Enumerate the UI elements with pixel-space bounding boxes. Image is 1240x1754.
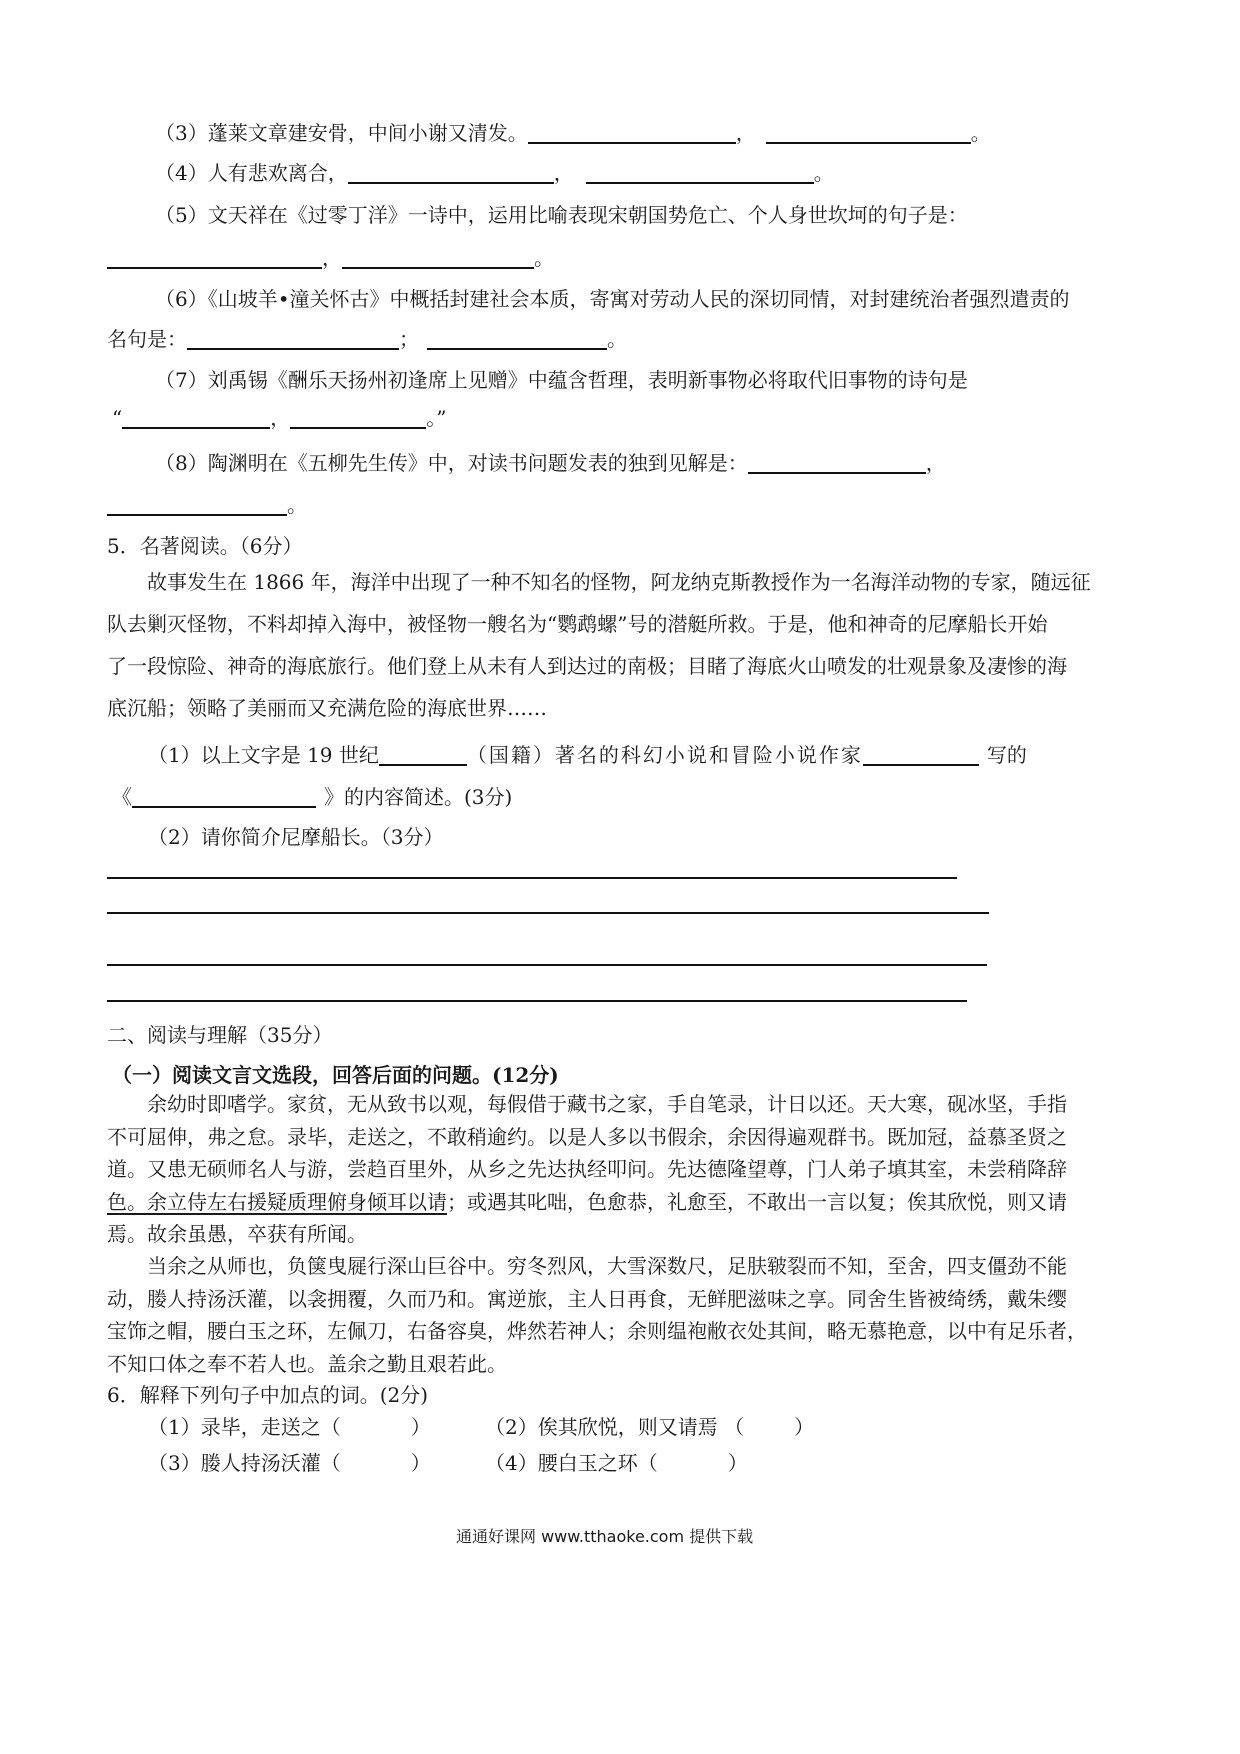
separator: ， bbox=[270, 406, 291, 430]
passage-line: 了一段惊险、神奇的海底旅行。他们登上从未有人到达过的南极；目睹了海底火山喷发的壮观景象及凄惨的海 bbox=[107, 654, 1067, 678]
q4-item-4 bbox=[155, 158, 834, 188]
close-paren: ） bbox=[410, 1451, 431, 1475]
passage-line: 焉。故余虽愚，卒获有所闻。 bbox=[107, 1222, 367, 1246]
passage-line: 宝饰之帽，腰白玉之环，左佩刀，右备容臭，烨然若神人；余则缊袍敝衣处其间，略无慕艳意，以中有足乐者， bbox=[107, 1319, 1087, 1343]
answer-line[interactable] bbox=[107, 877, 957, 879]
separator: ； bbox=[399, 327, 419, 351]
answer-blank[interactable] bbox=[586, 160, 814, 184]
passage-line: 不知口体之奉不若人也。盖余之勤且艰若此。 bbox=[107, 1351, 507, 1376]
classical-text-p1 bbox=[107, 1088, 1162, 1251]
close-paren: ） bbox=[727, 1451, 748, 1475]
end-mark: 。 bbox=[287, 493, 307, 517]
separator: ， bbox=[553, 161, 574, 185]
passage-line: 不可屈伸，弗之怠。录毕，走送之，不敢稍逾约。以是人多以书假余，余因得遍观群书。既加冠，益慕圣贤之 bbox=[107, 1124, 1067, 1149]
q6-item-3 bbox=[148, 1448, 431, 1478]
open-quote: “ bbox=[112, 406, 123, 430]
answer-blank[interactable] bbox=[187, 326, 399, 350]
prompt-text: （4）腰白玉之环（ bbox=[485, 1451, 658, 1475]
prompt-text: 人有悲欢离合， bbox=[207, 161, 348, 185]
q4-item-7-answers bbox=[112, 403, 446, 433]
answer-blank[interactable] bbox=[122, 405, 270, 429]
passage-line: 故事发生在 1866 年，海洋中出现了一种不知名的怪物，阿龙纳克斯教授作为一名海洋动物的专家，随远征 bbox=[147, 570, 1091, 594]
prompt-text: 》的内容简述。(3分) bbox=[324, 785, 513, 809]
answer-line[interactable] bbox=[107, 964, 987, 966]
q5-heading: 5．名著阅读。（6分） bbox=[107, 534, 303, 558]
q4-item-8-prompt bbox=[155, 448, 946, 478]
separator: ， bbox=[735, 121, 756, 145]
close-quote: 。” bbox=[426, 406, 447, 430]
answer-blank[interactable] bbox=[348, 160, 554, 184]
passage-text: ；或遇其叱咄，色愈恭，礼愈至，不敢出一言以复；俟其欣悦，则又请 bbox=[447, 1189, 1067, 1214]
prompt-text: （1）以上文字是 19 世纪 bbox=[148, 743, 379, 767]
passage-line: 道。又患无硕师名人与游，尝趋百里外，从乡之先达执经叩问。先达德隆望尊，门人弟子填其室，未尝稍降辞 bbox=[107, 1157, 1067, 1181]
section-2-sub-heading: （一）阅读文言文选段，回答后面的问题。(12分) bbox=[112, 1063, 559, 1087]
q4-item-5-prompt: （5）文天祥在《过零丁洋》一诗中，运用比喻表现宋朝国势危亡、个人身世坎坷的句子是： bbox=[155, 203, 968, 227]
q4-item-7-prompt: （7）刘禹锡《酬乐天扬州初逢席上见赠》中蕴含哲理，表明新事物必将取代旧事物的诗句是 bbox=[155, 368, 968, 392]
q5-sub1 bbox=[148, 740, 1027, 770]
answer-blank[interactable] bbox=[766, 120, 971, 144]
q4-item-6-answers bbox=[107, 324, 627, 354]
passage-line: 当余之从师也，负箧曳屣行深山巨谷中。穷冬烈风，大雪深数尺，足肤皲裂而不知，至舍，四支僵劲不能 bbox=[147, 1254, 1067, 1278]
answer-blank[interactable] bbox=[342, 245, 534, 269]
separator: ， bbox=[925, 451, 946, 475]
answer-blank[interactable] bbox=[748, 450, 926, 474]
q4-item-5-answers bbox=[107, 243, 554, 273]
end-mark: 。 bbox=[813, 161, 834, 185]
classical-text-p2 bbox=[107, 1250, 1162, 1380]
answer-blank[interactable] bbox=[863, 742, 979, 766]
end-mark: 。 bbox=[534, 246, 554, 270]
separator: ， bbox=[322, 246, 342, 270]
prompt-text: （1）录毕，走送之（ bbox=[148, 1415, 341, 1439]
close-paren: ） bbox=[794, 1415, 815, 1439]
end-mark: 。 bbox=[607, 327, 627, 351]
prompt-text: （8）陶渊明在《五柳先生传》中，对读书问题发表的独到见解是： bbox=[155, 451, 748, 475]
q4-item-3 bbox=[155, 118, 991, 148]
prompt-text: （3）媵人持汤沃灌（ bbox=[148, 1451, 341, 1475]
passage-line: 队去剿灭怪物，不料却掉入海中，被怪物一艘名为“鹦鹉螺”号的潜艇所救。于是，他和神奇的尼摩船长开始 bbox=[107, 612, 1048, 636]
answer-blank[interactable] bbox=[290, 405, 426, 429]
answer-blank[interactable] bbox=[528, 120, 736, 144]
underlined-sentence: 色。余立侍左右援疑质理俯身倾耳以请 bbox=[107, 1189, 447, 1214]
q4-item-8-answers bbox=[107, 490, 307, 520]
prompt-text: （国籍）著名的科幻小说和冒险小说作家 bbox=[466, 743, 863, 767]
q6-item-2 bbox=[485, 1412, 814, 1442]
section-2-heading: 二、阅读与理解（35分） bbox=[107, 1023, 333, 1047]
q5-sub1-line2 bbox=[112, 782, 512, 812]
open-bracket: 《 bbox=[112, 785, 132, 809]
prompt-text: （2）俟其欣悦，则又请焉 （ bbox=[485, 1415, 745, 1439]
q4-item-6-prompt: （6）《山坡羊•潼关怀古》中概括封建社会本质，寄寓对劳动人民的深切同情，对封建统治者强烈遣责的 bbox=[155, 287, 1070, 311]
item-number: （4） bbox=[155, 161, 208, 185]
answer-blank[interactable] bbox=[379, 742, 467, 766]
end-mark: 。 bbox=[970, 121, 991, 145]
answer-line[interactable] bbox=[107, 912, 989, 914]
passage-line: 底沉船；领略了美丽而又充满危险的海底世界…… bbox=[107, 696, 547, 720]
answer-blank[interactable] bbox=[427, 326, 607, 350]
answer-blank[interactable] bbox=[107, 245, 322, 269]
passage-line: 余幼时即嗜学。家贫，无从致书以观，每假借于藏书之家，手自笔录，计日以还。天大寒，砚冰坚，手指 bbox=[147, 1092, 1067, 1116]
q5-sub2: （2）请你简介尼摩船长。（3分） bbox=[148, 825, 444, 849]
q6-item-1 bbox=[148, 1412, 431, 1442]
q5-passage bbox=[107, 561, 1162, 729]
prompt-text: 名句是： bbox=[107, 327, 187, 351]
answer-blank[interactable] bbox=[107, 492, 287, 516]
item-number: （3） bbox=[155, 121, 208, 145]
passage-line: 动，媵人持汤沃灌，以衾拥覆，久而乃和。寓逆旅，主人日再食，无鲜肥滋味之享。同舍生皆被绮绣，戴朱缨 bbox=[107, 1286, 1067, 1311]
passage-line bbox=[107, 1186, 1162, 1219]
prompt-text: 写的 bbox=[986, 743, 1027, 767]
q6-heading: 6．解释下列句子中加点的词。(2分) bbox=[107, 1383, 429, 1407]
close-paren: ） bbox=[410, 1415, 431, 1439]
answer-line[interactable] bbox=[107, 1000, 967, 1002]
prompt-text: 蓬莱文章建安骨，中间小谢又清发。 bbox=[207, 121, 528, 145]
q6-item-4 bbox=[485, 1448, 748, 1478]
page-footer: 通通好课网 www.tthaoke.com 提供下载 bbox=[456, 1527, 754, 1546]
answer-blank[interactable] bbox=[132, 784, 316, 808]
